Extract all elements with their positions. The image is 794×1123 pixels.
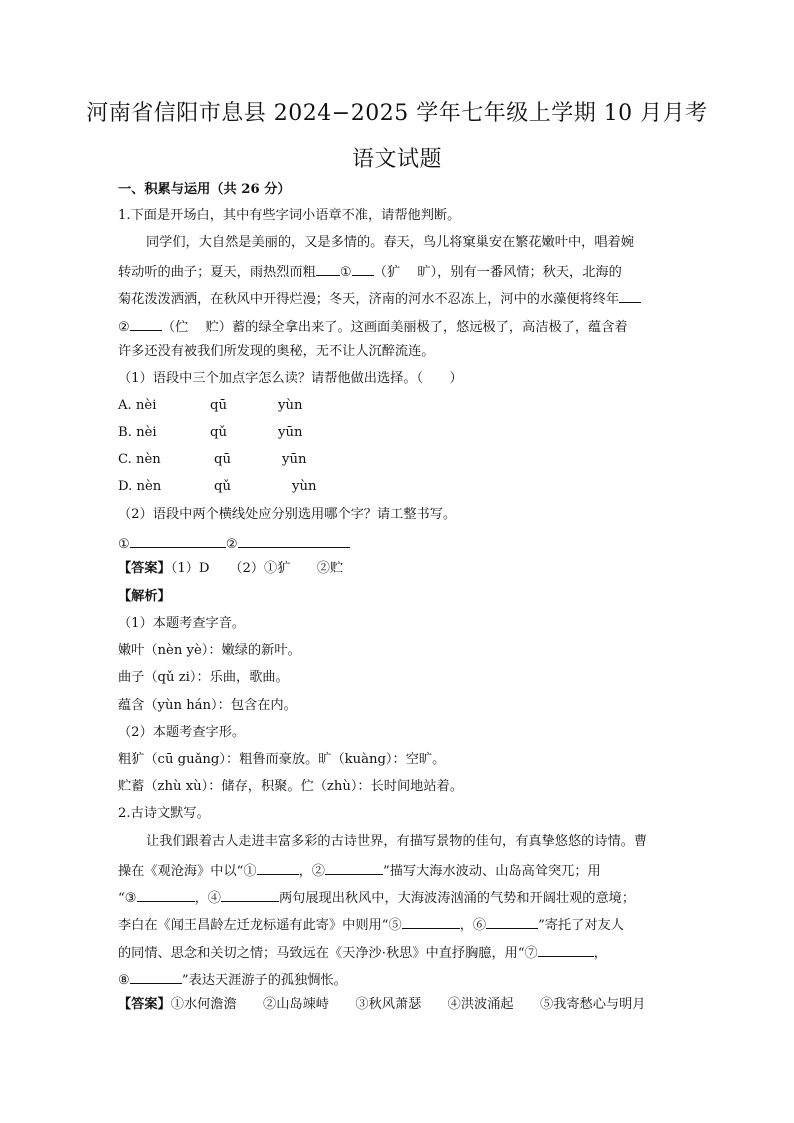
- passage-text: ”描写大海水波动、山岛高耸突兀；用: [383, 864, 601, 879]
- passage-text: ，②: [298, 864, 325, 879]
- option-label: A. nèi: [118, 398, 157, 413]
- q1-sub2: （2）语段中两个横线处应分别选用哪个字？请工整书写。: [118, 507, 457, 522]
- fill-blank: [619, 288, 641, 303]
- q2-passage-line: [118, 860, 601, 881]
- q1-passage-line: 许多还没有被我们所发现的奥秘，无不让人沉醉流连。: [118, 344, 435, 359]
- option-pinyin: yùn: [278, 398, 303, 413]
- fill-blank: [402, 914, 460, 929]
- answer-tag: 【答案】: [118, 561, 171, 576]
- fill-blank: [316, 261, 340, 276]
- option-pinyin: yūn: [278, 425, 303, 440]
- option-pinyin: qǔ: [210, 425, 227, 440]
- analysis-line: 粗犷（cū guǎng）：粗鲁而豪放。旷（kuàng）：空旷。: [118, 752, 446, 767]
- option-label: C. nèn: [118, 452, 161, 467]
- blank-marker: ②: [225, 537, 238, 552]
- fill-blank: [486, 914, 538, 929]
- passage-text: ”寄托了对友人: [538, 918, 624, 933]
- q2-stem: 2.古诗文默写。: [118, 806, 210, 821]
- fill-blank: [325, 860, 383, 875]
- fill-blank: [538, 942, 594, 957]
- q2-passage-line: [118, 914, 624, 935]
- passage-text: 李白在《闻王昌龄左迁龙标遥有此寄》中则用“⑤: [118, 918, 402, 933]
- option-row: [118, 397, 302, 415]
- option-pinyin: yūn: [282, 452, 307, 467]
- passage-text: （犷 旷），别有一番风情；秋天，北海的: [373, 265, 622, 280]
- q1-sub1: （1）语段中三个加点字怎么读？请帮他做出选择。（ ）: [118, 371, 463, 386]
- q2-passage-line: [118, 942, 607, 963]
- blank-marker: ②: [118, 320, 130, 335]
- q1-passage-line: 同学们，大自然是美丽的，又是多情的。春天，鸟儿将窠巢安在繁花嫩叶中，唱着婉: [146, 235, 634, 250]
- q1-passage-line: [118, 261, 622, 282]
- option-row: [118, 424, 302, 442]
- q1-answer: [118, 560, 343, 578]
- q2-passage-line: 让我们跟着古人走进丰富多彩的古诗世界，有描写景物的佳句，有真挚悠悠的诗情。曹: [146, 834, 648, 849]
- passage-text: 操在《观沧海》中以“①: [118, 864, 257, 879]
- blank-marker: ①: [339, 265, 352, 280]
- fill-blank: [137, 887, 195, 902]
- passage-text: ，④: [194, 891, 221, 906]
- blank-marker: ⑧: [118, 973, 130, 988]
- analysis-line: 蕴含（yùn hán）：包含在内。: [118, 698, 297, 713]
- blank-marker: ①: [118, 537, 130, 552]
- passage-text: ，: [593, 946, 607, 961]
- document-title: 河南省信阳市息县 2024−2025 学年七年级上学期 10 月月考: [86, 101, 708, 126]
- analysis-tag: 【解析】: [118, 589, 171, 604]
- option-label: B. nèi: [118, 425, 157, 440]
- option-label: D. nèn: [118, 479, 162, 494]
- fill-blank: [352, 261, 374, 276]
- passage-text: ，⑥: [459, 918, 487, 933]
- option-row: [118, 451, 306, 469]
- answer-tag: 【答案】: [118, 997, 171, 1012]
- q2-passage-line: [118, 969, 347, 990]
- passage-text: “③: [118, 891, 137, 906]
- passage-text: 转动听的曲子；夏天，雨热烈而粗: [118, 265, 316, 280]
- q1-stem: 1.下面是开场白，其中有些字词小语章不准，请帮他判断。: [118, 208, 461, 223]
- analysis-line: 曲子（qǔ zi）：乐曲，歌曲。: [118, 670, 289, 685]
- answer-text: （1）D （2）①犷 ②贮: [170, 561, 344, 576]
- option-pinyin: qǔ: [214, 479, 231, 494]
- fill-blank: [130, 969, 182, 984]
- fill-blank: [257, 860, 299, 875]
- fill-blank: [130, 533, 226, 548]
- q2-answer: [118, 996, 646, 1014]
- document-subtitle: 语文试题: [351, 147, 442, 172]
- option-row: [118, 478, 316, 496]
- option-pinyin: qū: [210, 398, 227, 413]
- option-pinyin: yùn: [292, 479, 317, 494]
- option-pinyin: qū: [214, 452, 231, 467]
- fill-blank: [221, 887, 279, 902]
- section-heading: 一、积累与运用（共 26 分）: [118, 182, 291, 197]
- fill-blank: [130, 316, 162, 331]
- analysis-line: 嫩叶（nèn yè）：嫩绿的新叶。: [118, 643, 301, 658]
- q2-passage-line: [118, 887, 635, 908]
- passage-text: 两句展现出秋风中，大海波涛汹涌的气势和开阔壮观的意境；: [278, 891, 636, 906]
- fill-blank: [238, 533, 350, 548]
- q1-passage-line: [118, 316, 628, 337]
- q1-passage-line: [118, 288, 641, 309]
- analysis-line: （2）本题考查字形。: [118, 725, 246, 740]
- analysis-line: 贮蓄（zhù xù）：储存，积聚。伫（zhù）：长时间地站着。: [118, 779, 463, 794]
- answer-text: ①水何澹澹 ②山岛竦峙 ③秋风萧瑟 ④洪波涌起 ⑤我寄愁心与明月: [170, 997, 646, 1012]
- answer-blanks: [118, 533, 350, 554]
- passage-text: 菊花泼泼洒洒，在秋风中开得烂漫；冬天，济南的河水不忍冻上，河中的水藻便将终年: [118, 292, 620, 307]
- passage-text: ”表达天涯游子的孤独惆怅。: [181, 973, 347, 988]
- passage-text: （伫 贮）蓄的绿全拿出来了。这画面美丽极了，悠远极了，高洁极了，蕴含着: [161, 320, 628, 335]
- analysis-line: （1）本题考查字音。: [118, 616, 246, 631]
- passage-text: 的同情、思念和关切之情；马致远在《天净沙·秋思》中直抒胸臆，用“⑦: [118, 946, 538, 961]
